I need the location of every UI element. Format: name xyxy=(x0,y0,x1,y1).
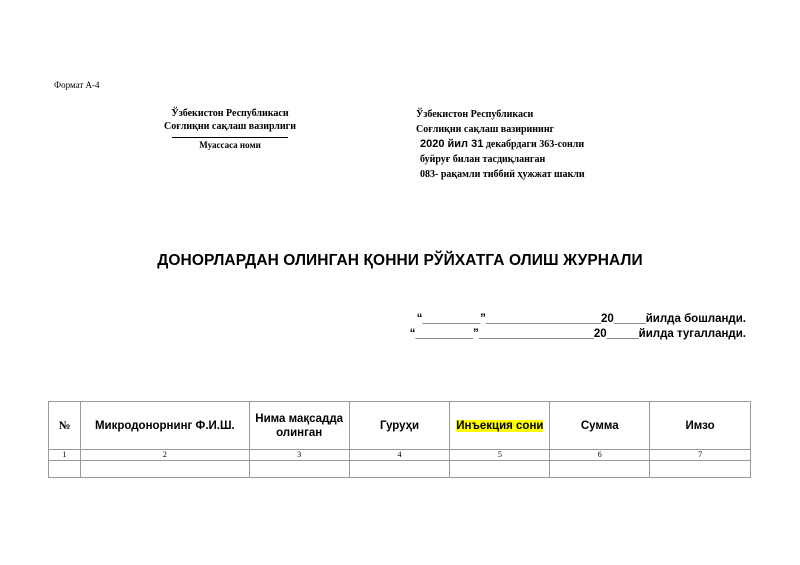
approval-date: 2020 йил 31 xyxy=(420,138,484,150)
institution-name-caption: Муассаса номи xyxy=(199,140,261,150)
approval-form-number: 083- рақамли тиббий ҳужжат шакли xyxy=(420,169,585,180)
table-cell xyxy=(650,461,751,478)
table-header-row xyxy=(49,402,751,450)
col-number-cell: 5 xyxy=(450,450,550,461)
col-number-cell: 3 xyxy=(249,450,349,461)
approval-ministry: Соғлиқни сақлаш вазирининг xyxy=(416,124,555,135)
col-number-cell: 2 xyxy=(80,450,249,461)
format-label: Формат А-4 xyxy=(54,80,100,90)
table-number-row xyxy=(49,450,751,461)
col-header-signature: Имзо xyxy=(650,402,751,450)
donor-journal-table xyxy=(48,401,751,478)
col-header-group: Гуруҳи xyxy=(349,402,450,450)
journal-start-date: “_________”__________________20_____йилда бошланди. xyxy=(416,313,746,325)
col-number-cell: 4 xyxy=(349,450,450,461)
ministry-name: Соғлиқни сақлаш вазирлиги xyxy=(164,121,296,132)
table-cell xyxy=(349,461,450,478)
col-header-amount: Сумма xyxy=(550,402,650,450)
institution-name-line xyxy=(172,137,288,138)
table-cell xyxy=(450,461,550,478)
col-header-injections-text: Инъекция сони xyxy=(456,419,544,432)
table-cell xyxy=(49,461,81,478)
table-cell xyxy=(80,461,249,478)
journal-dates xyxy=(410,312,746,342)
table-cell xyxy=(249,461,349,478)
republic-name: Ўзбекистон Республикаси xyxy=(171,108,289,119)
approval-block-right xyxy=(416,107,585,182)
table-cell xyxy=(550,461,650,478)
approval-order-text: буйруғ билан тасдиқланган xyxy=(420,154,546,165)
col-header-purpose: Нима мақсадда олинган xyxy=(249,402,349,450)
col-number-cell: 7 xyxy=(650,450,751,461)
document-title: ДОНОРЛАРДАН ОЛИНГАН ҚОННИ РЎЙХАТГА ОЛИШ ЖУРНАЛИ xyxy=(157,252,643,269)
col-header-injections xyxy=(450,402,550,450)
journal-end-date: “_________”__________________20_____йилда тугалланди. xyxy=(409,328,746,340)
ministry-block-left xyxy=(150,107,310,150)
approval-order-number: декабрдаги 363-сонли xyxy=(483,139,585,150)
approval-republic: Ўзбекистон Республикаси xyxy=(416,109,534,120)
approval-order-date xyxy=(416,137,585,152)
col-header-number: № xyxy=(49,402,81,450)
col-header-donor-name: Микродонорнинг Ф.И.Ш. xyxy=(80,402,249,450)
table-row xyxy=(49,461,751,478)
col-number-cell: 6 xyxy=(550,450,650,461)
col-number-cell: 1 xyxy=(49,450,81,461)
